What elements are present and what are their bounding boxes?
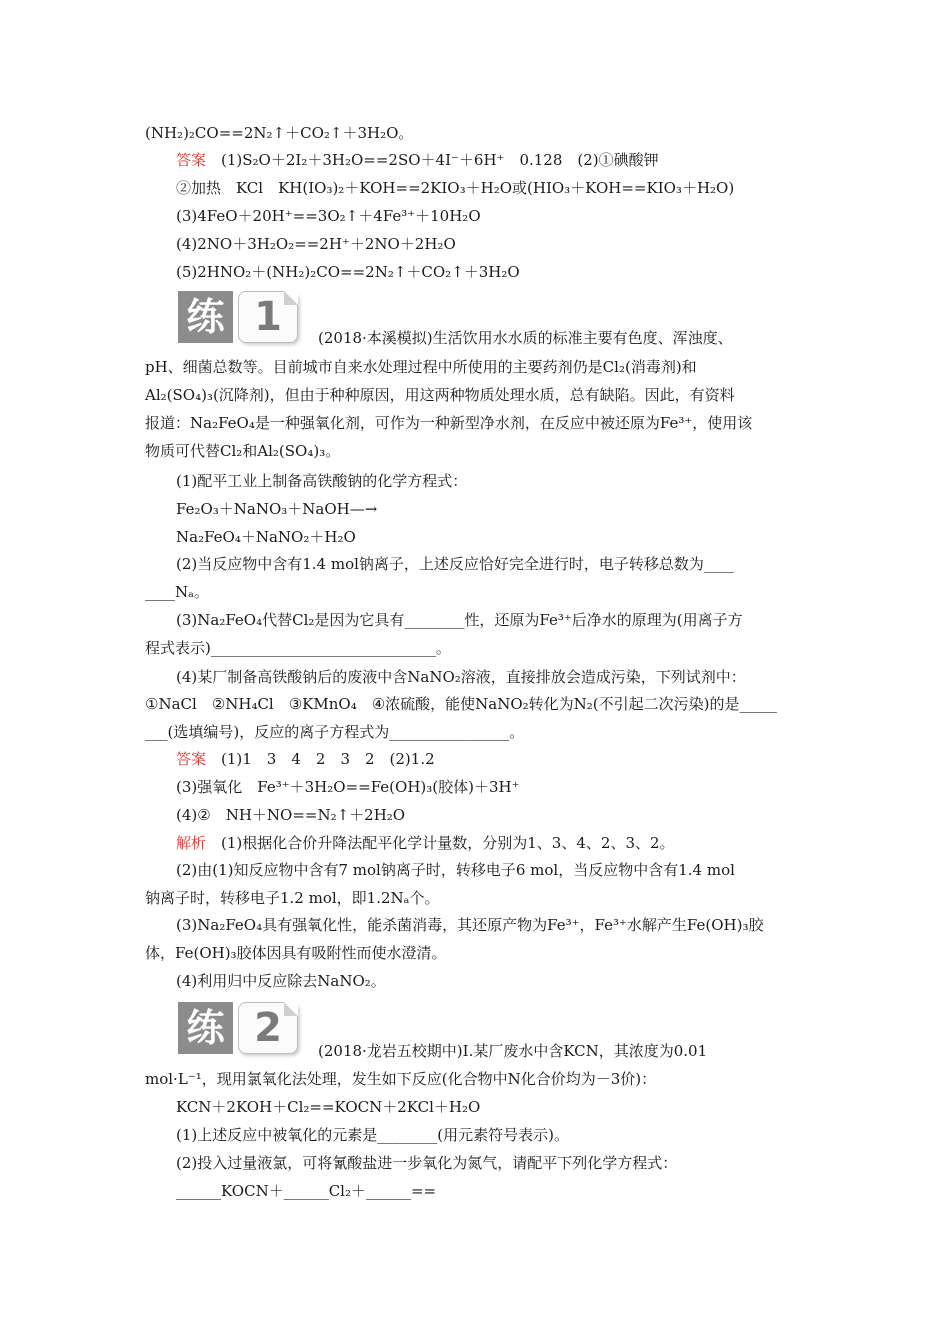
line-text: ____Nₐ。 xyxy=(145,583,209,601)
line-text: (2)当反应物中含有1.4 mol钠离子，上述反应恰好完全进行时，电子转移总数为____ xyxy=(176,555,734,573)
exercise-badge xyxy=(178,1002,298,1054)
exercise-number: 2 xyxy=(238,1002,298,1054)
line-text: (5)2HNO₂＋(NH₂)₂CO==2N₂↑＋CO₂↑＋3H₂O xyxy=(176,263,520,281)
text-line xyxy=(176,748,435,770)
line-text: (4)利用归中反应除去NaNO₂。 xyxy=(176,972,386,990)
line-text: (4)某厂制备高铁酸钠后的废液中含NaNO₂溶液，直接排放会造成污染，下列试剂中： xyxy=(176,668,746,686)
text-line xyxy=(145,356,697,378)
line-text: (1)配平工业上制备高铁酸钠的化学方程式： xyxy=(176,472,468,490)
text-line xyxy=(176,609,743,631)
line-text: (1)1 3 4 2 3 2 (2)1.2 xyxy=(206,750,435,768)
exercise-char: 练 xyxy=(178,1002,233,1054)
text-line xyxy=(176,859,735,881)
exercise-number: 1 xyxy=(238,291,298,343)
line-text: (NH₂)₂CO==2N₂↑＋CO₂↑＋3H₂O。 xyxy=(145,124,414,142)
answer-label: 解析 xyxy=(176,834,207,852)
line-text: (1)上述反应中被氧化的元素是________(用元素符号表示)。 xyxy=(176,1126,569,1144)
line-text: (3)Na₂FeO₄代替Cl₂是因为它具有________性，还原为Fe³⁺后净水的原理为(用离子方 xyxy=(176,611,743,629)
text-line xyxy=(176,804,405,826)
line-text: ①NaCl ②NH₄Cl ③KMnO₄ ④浓硫酸，能使NaNO₂转化为N₂(不引起二次污染)的是_____ xyxy=(145,695,778,713)
text-line xyxy=(145,440,340,462)
text-line xyxy=(176,205,481,227)
line-text: (2)由(1)知反应物中含有7 mol钠离子时，转移电子6 mol，当反应物中含有1.4 mol xyxy=(176,861,735,879)
text-line xyxy=(145,942,447,964)
line-text: pH、细菌总数等。目前城市自来水处理过程中所使用的主要药剂仍是Cl₂(消毒剂)和 xyxy=(145,358,697,376)
line-text: (4)② NH＋NO==N₂↑＋2H₂O xyxy=(176,806,406,824)
text-line xyxy=(176,1124,569,1146)
text-line xyxy=(145,693,777,715)
text-line xyxy=(176,1152,677,1174)
text-line xyxy=(176,1096,480,1118)
line-text: Fe₂O₃＋NaNO₃＋NaOH—→ xyxy=(176,500,378,518)
line-text: (2018·龙岩五校期中)Ⅰ.某厂废水中含KCN，其浓度为0.01 xyxy=(318,1042,708,1060)
text-line xyxy=(145,412,752,434)
text-line xyxy=(176,553,734,575)
line-text: 物质可代替Cl₂和Al₂(SO₄)₃。 xyxy=(145,442,341,460)
answer-label: 答案 xyxy=(176,151,207,169)
line-text: ___(选填编号)，反应的离子方程式为________________。 xyxy=(145,723,525,741)
exercise-badge xyxy=(178,291,298,343)
text-line xyxy=(145,887,439,909)
line-text: (1)根据化合价升降法配平化学计量数，分别为1、3、4、2、3、2。 xyxy=(206,834,675,852)
answer-label: 答案 xyxy=(176,750,207,768)
line-text: 体，Fe(OH)₃胶体因具有吸附性而使水澄清。 xyxy=(145,944,447,962)
line-text: (2018·本溪模拟)生活饮用水水质的标准主要有色度、浑浊度、 xyxy=(318,329,733,347)
line-text: 程式表示)______________________________。 xyxy=(145,639,451,657)
text-line xyxy=(176,498,377,520)
text-line xyxy=(145,721,524,743)
text-line xyxy=(145,581,209,603)
text-line xyxy=(145,1068,656,1090)
text-line xyxy=(145,122,413,144)
line-text: 钠离子时，转移电子1.2 mol，即1.2Nₐ个。 xyxy=(145,889,440,907)
text-line xyxy=(145,384,735,406)
line-text: mol·L⁻¹，现用氯氧化法处理，发生如下反应(化合物中N化合价均为－3价)： xyxy=(145,1070,657,1088)
line-text: 报道：Na₂FeO₄是一种强氧化剂，可作为一种新型净水剂，在反应中被还原为Fe³⁺，使用该 xyxy=(145,414,753,432)
text-line xyxy=(176,1180,436,1202)
line-text: Al₂(SO₄)₃(沉降剂)，但由于种种原因，用这两种物质处理水质，总有缺陷。因此，有资料 xyxy=(145,386,735,404)
line-text: (1)S₂O＋2I₂＋3H₂O==2SO＋4I⁻＋6H⁺ 0.128 (2)①碘酸钾 xyxy=(206,151,659,169)
text-line xyxy=(176,177,734,199)
text-line xyxy=(318,1040,707,1062)
text-line xyxy=(176,470,467,492)
exercise-char: 练 xyxy=(178,291,233,343)
text-line xyxy=(176,526,356,548)
text-line xyxy=(176,261,520,283)
text-line xyxy=(176,149,659,171)
line-text: Na₂FeO₄＋NaNO₂＋H₂O xyxy=(176,528,356,546)
text-line xyxy=(145,637,451,659)
text-line xyxy=(176,233,456,255)
line-text: (2)投入过量液氯，可将氰酸盐进一步氧化为氮气，请配平下列化学方程式： xyxy=(176,1154,678,1172)
text-line xyxy=(176,776,520,798)
text-line xyxy=(176,666,746,688)
line-text: (4)2NO＋3H₂O₂==2H⁺＋2NO＋2H₂O xyxy=(176,235,456,253)
line-text: (3)4FeO＋20H⁺==3O₂↑＋4Fe³⁺＋10H₂O xyxy=(176,207,481,225)
text-line xyxy=(318,327,733,349)
text-line xyxy=(176,832,675,854)
line-text: ______KOCN＋______Cl₂＋______== xyxy=(176,1182,437,1200)
line-text: KCN＋2KOH＋Cl₂==KOCN＋2KCl＋H₂O xyxy=(176,1098,481,1116)
line-text: (3)Na₂FeO₄具有强氧化性，能杀菌消毒，其还原产物为Fe³⁺，Fe³⁺水解产生Fe(OH)₃胶 xyxy=(176,916,764,934)
text-line xyxy=(176,914,763,936)
text-line xyxy=(176,970,386,992)
line-text: ②加热 KCl KH(IO₃)₂＋KOH==2KIO₃＋H₂O或(HIO₃＋KOH==KIO₃＋H₂O) xyxy=(176,179,735,197)
line-text: (3)强氧化 Fe³⁺＋3H₂O==Fe(OH)₃(胶体)＋3H⁺ xyxy=(176,778,520,796)
